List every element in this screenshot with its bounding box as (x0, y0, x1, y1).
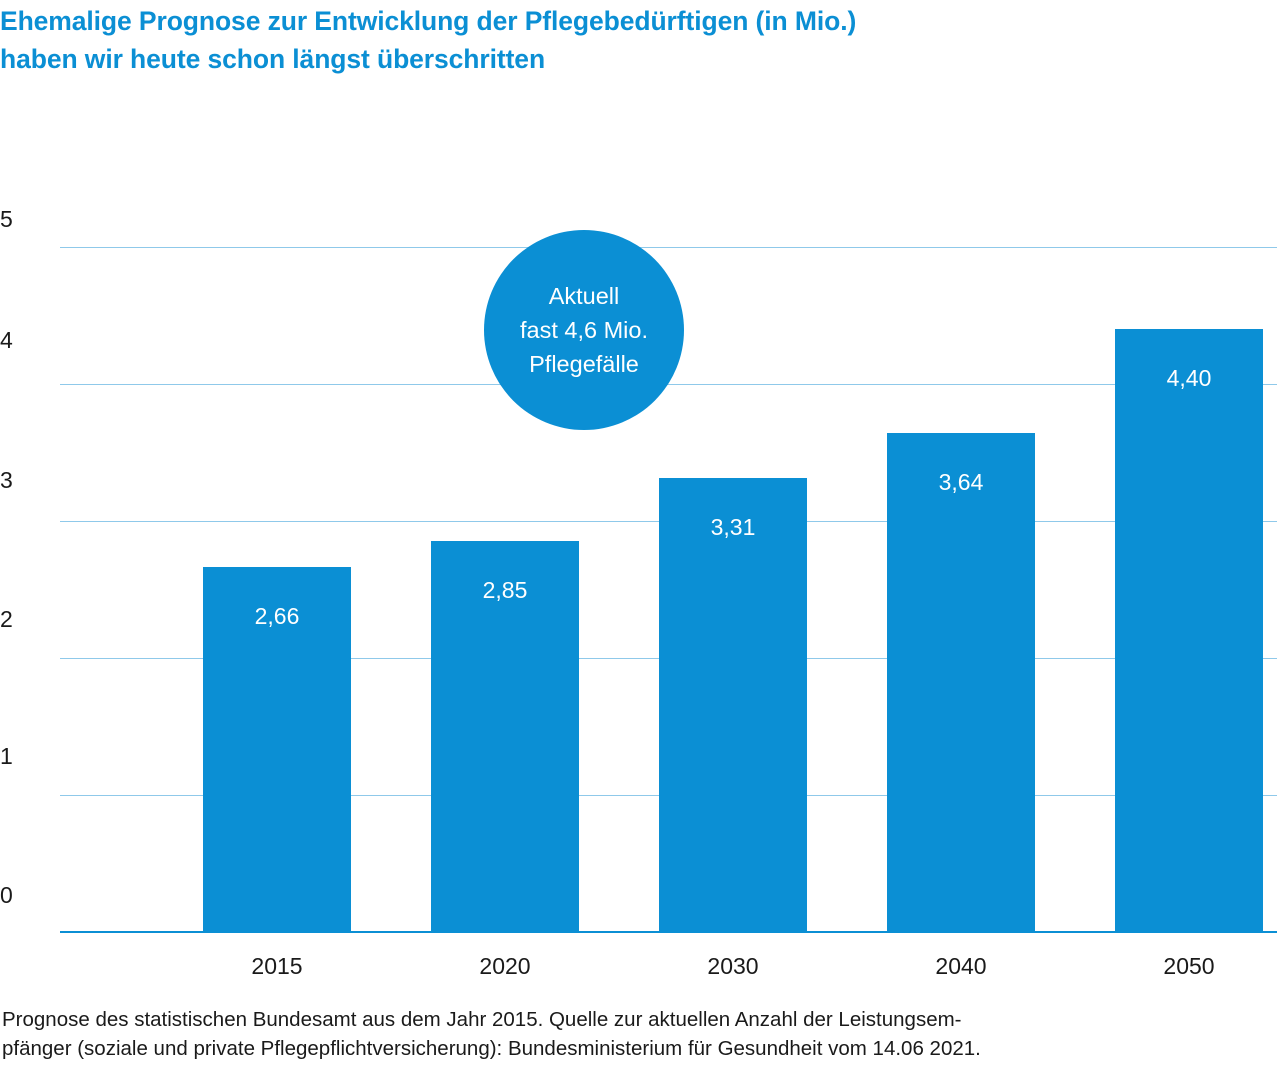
page-title (0, 2, 1277, 78)
bar-chart (0, 120, 1277, 980)
bar-2040 (887, 433, 1035, 931)
y-tick-3: 3 (0, 467, 13, 493)
x-tick-2050: 2050 (1163, 953, 1215, 979)
bar-value-2040: 3,64 (938, 469, 984, 495)
x-tick-2030: 2030 (707, 953, 759, 979)
y-tick-5: 5 (0, 206, 13, 232)
source-footnote (2, 1005, 1264, 1063)
callout-line-2: fast 4,6 Mio. (520, 317, 648, 343)
title-line-2: haben wir heute schon längst überschritten (0, 44, 546, 74)
footnote-line-2: pfänger (soziale und private Pflegepflichtversicherung): Bundesministerium für Gesundheit vom 14.06 2021. (2, 1037, 981, 1060)
y-tick-1: 1 (0, 743, 13, 769)
x-tick-2020: 2020 (479, 953, 531, 979)
footnote-line-1: Prognose des statistischen Bundesamt aus dem Jahr 2015. Quelle zur aktuellen Anzahl der Leistungsem- (2, 1008, 962, 1031)
y-tick-2: 2 (0, 606, 13, 632)
title-line-1: Ehemalige Prognose zur Entwicklung der Pflegebedürftigen (in Mio.) (0, 6, 857, 36)
bar-value-2050: 4,40 (1166, 365, 1212, 391)
x-tick-2040: 2040 (935, 953, 987, 979)
y-tick-4: 4 (0, 327, 13, 353)
x-axis-line (60, 931, 1277, 933)
callout-bubble (484, 230, 684, 430)
bar-2050 (1115, 329, 1263, 931)
bar-2030 (659, 478, 807, 931)
bar-value-2020: 2,85 (482, 577, 528, 603)
x-tick-2015: 2015 (251, 953, 303, 979)
plot-area (60, 120, 1277, 979)
gridline-5 (60, 247, 1277, 248)
bar-value-2030: 3,31 (710, 514, 756, 540)
callout-line-1: Aktuell (548, 283, 620, 309)
gridline-4 (60, 384, 1277, 385)
callout-line-3: Pflegefälle (529, 351, 639, 377)
bar-value-2015: 2,66 (254, 603, 300, 629)
y-tick-0: 0 (0, 882, 13, 908)
